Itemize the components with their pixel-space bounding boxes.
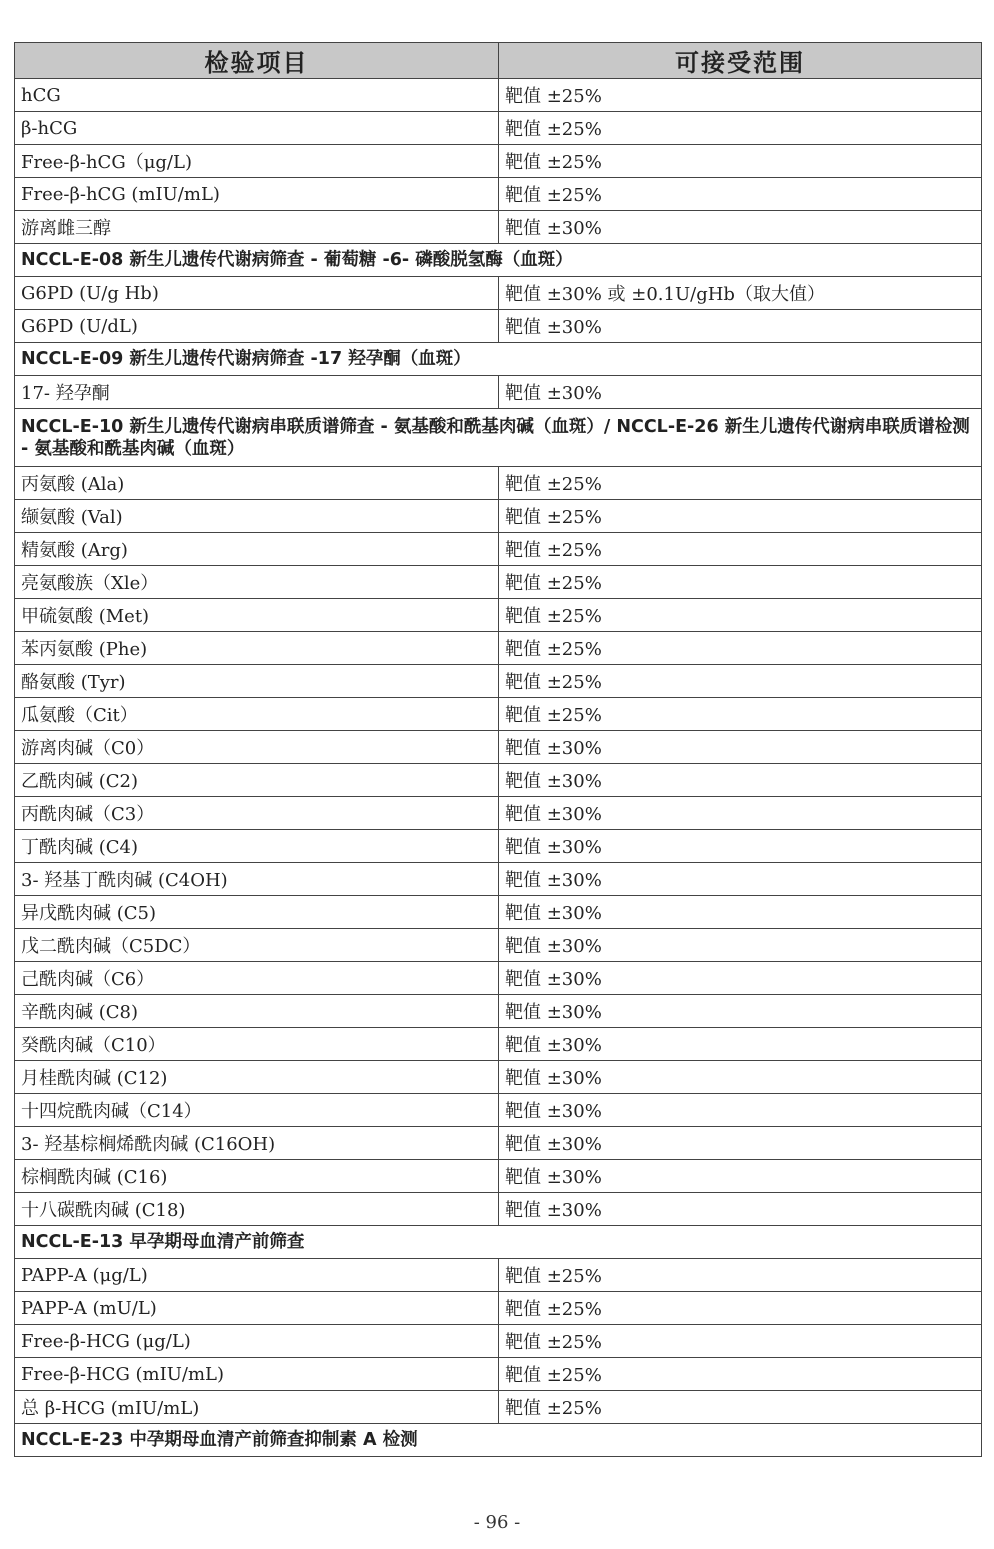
item-cell: G6PD (U/dL) xyxy=(15,310,499,343)
range-cell: 靶值 ±25% xyxy=(499,178,982,211)
range-cell: 靶值 ±30% xyxy=(499,1094,982,1127)
range-cell: 靶值 ±30% xyxy=(499,995,982,1028)
table-row xyxy=(15,310,982,343)
table-row xyxy=(15,376,982,409)
section-title: NCCL-E-08 新生儿遗传代谢病筛查 - 葡萄糖 -6- 磷酸脱氢酶（血斑） xyxy=(15,244,982,277)
item-cell: 己酰肉碱（C6） xyxy=(15,962,499,995)
table-row xyxy=(15,1160,982,1193)
table-row xyxy=(15,1193,982,1226)
table-row xyxy=(15,731,982,764)
range-cell: 靶值 ±30% xyxy=(499,1127,982,1160)
table-row xyxy=(15,830,982,863)
range-cell: 靶值 ±30% xyxy=(499,1061,982,1094)
item-cell: 3- 羟基丁酰肉碱 (C4OH) xyxy=(15,863,499,896)
item-cell: 乙酰肉碱 (C2) xyxy=(15,764,499,797)
table-row xyxy=(15,566,982,599)
range-cell: 靶值 ±25% xyxy=(499,145,982,178)
item-cell: 总 β-HCG (mIU/mL) xyxy=(15,1391,499,1424)
item-cell: 丁酰肉碱 (C4) xyxy=(15,830,499,863)
range-cell: 靶值 ±25% xyxy=(499,1292,982,1325)
range-cell: 靶值 ±30% xyxy=(499,1028,982,1061)
table-row xyxy=(15,962,982,995)
range-cell: 靶值 ±30% xyxy=(499,962,982,995)
section-row xyxy=(15,1424,982,1457)
range-cell: 靶值 ±25% xyxy=(499,467,982,500)
table-row xyxy=(15,145,982,178)
item-cell: 3- 羟基棕榈烯酰肉碱 (C16OH) xyxy=(15,1127,499,1160)
range-cell: 靶值 ±30% xyxy=(499,830,982,863)
item-cell: Free-β-HCG (μg/L) xyxy=(15,1325,499,1358)
table-row xyxy=(15,277,982,310)
table-row xyxy=(15,112,982,145)
range-cell: 靶值 ±30% 或 ±0.1U/gHb（取大值） xyxy=(499,277,982,310)
header-range: 可接受范围 xyxy=(499,43,982,79)
range-cell: 靶值 ±30% xyxy=(499,310,982,343)
item-cell: 瓜氨酸（Cit） xyxy=(15,698,499,731)
item-cell: 癸酰肉碱（C10） xyxy=(15,1028,499,1061)
table-row xyxy=(15,632,982,665)
range-cell: 靶值 ±25% xyxy=(499,79,982,112)
item-cell: 精氨酸 (Arg) xyxy=(15,533,499,566)
item-cell: 棕榈酰肉碱 (C16) xyxy=(15,1160,499,1193)
range-cell: 靶值 ±25% xyxy=(499,698,982,731)
range-cell: 靶值 ±30% xyxy=(499,764,982,797)
range-cell: 靶值 ±25% xyxy=(499,1358,982,1391)
table-row xyxy=(15,599,982,632)
item-cell: 17- 羟孕酮 xyxy=(15,376,499,409)
item-cell: 酪氨酸 (Tyr) xyxy=(15,665,499,698)
table-row xyxy=(15,1325,982,1358)
table-row xyxy=(15,929,982,962)
page-number: - 96 - xyxy=(473,1512,521,1533)
range-cell: 靶值 ±25% xyxy=(499,1259,982,1292)
range-cell: 靶值 ±25% xyxy=(499,500,982,533)
item-cell: 辛酰肉碱 (C8) xyxy=(15,995,499,1028)
table-row xyxy=(15,1292,982,1325)
table-row xyxy=(15,896,982,929)
header-row xyxy=(15,43,982,79)
range-cell: 靶值 ±30% xyxy=(499,1193,982,1226)
range-cell: 靶值 ±25% xyxy=(499,1391,982,1424)
table-row xyxy=(15,1391,982,1424)
item-cell: 甲硫氨酸 (Met) xyxy=(15,599,499,632)
section-row xyxy=(15,343,982,376)
range-cell: 靶值 ±30% xyxy=(499,797,982,830)
range-cell: 靶值 ±30% xyxy=(499,863,982,896)
range-cell: 靶值 ±25% xyxy=(499,665,982,698)
range-cell: 靶值 ±25% xyxy=(499,599,982,632)
range-cell: 靶值 ±30% xyxy=(499,376,982,409)
range-cell: 靶值 ±30% xyxy=(499,211,982,244)
section-title: NCCL-E-13 早孕期母血清产前筛查 xyxy=(15,1226,982,1259)
table-row xyxy=(15,1061,982,1094)
table-row xyxy=(15,211,982,244)
item-cell: 缬氨酸 (Val) xyxy=(15,500,499,533)
section-title: NCCL-E-09 新生儿遗传代谢病筛查 -17 羟孕酮（血斑） xyxy=(15,343,982,376)
item-cell: 亮氨酸族（Xle） xyxy=(15,566,499,599)
section-row xyxy=(15,1226,982,1259)
item-cell: Free-β-hCG (mIU/mL) xyxy=(15,178,499,211)
table-row xyxy=(15,79,982,112)
section-row xyxy=(15,409,982,467)
range-cell: 靶值 ±25% xyxy=(499,533,982,566)
section-title: NCCL-E-23 中孕期母血清产前筛查抑制素 A 检测 xyxy=(15,1424,982,1457)
header-item: 检验项目 xyxy=(15,43,499,79)
item-cell: 丙酰肉碱（C3） xyxy=(15,797,499,830)
table-row xyxy=(15,863,982,896)
table-row xyxy=(15,995,982,1028)
item-cell: 月桂酰肉碱 (C12) xyxy=(15,1061,499,1094)
range-cell: 靶值 ±30% xyxy=(499,731,982,764)
range-cell: 靶值 ±25% xyxy=(499,112,982,145)
criteria-table xyxy=(14,42,982,1457)
item-cell: G6PD (U/g Hb) xyxy=(15,277,499,310)
table-row xyxy=(15,467,982,500)
item-cell: 异戊酰肉碱 (C5) xyxy=(15,896,499,929)
section-title: NCCL-E-10 新生儿遗传代谢病串联质谱筛查 - 氨基酸和酰基肉碱（血斑）/ NCCL-E-26 新生儿遗传代谢病串联质谱检测 - 氨基酸和酰基肉碱（血斑） xyxy=(15,409,982,467)
table-body xyxy=(15,79,982,1457)
item-cell: PAPP-A (mU/L) xyxy=(15,1292,499,1325)
range-cell: 靶值 ±30% xyxy=(499,1160,982,1193)
item-cell: 戊二酰肉碱（C5DC） xyxy=(15,929,499,962)
item-cell: hCG xyxy=(15,79,499,112)
item-cell: Free-β-hCG（μg/L) xyxy=(15,145,499,178)
item-cell: 丙氨酸 (Ala) xyxy=(15,467,499,500)
range-cell: 靶值 ±30% xyxy=(499,929,982,962)
table-row xyxy=(15,1028,982,1061)
item-cell: 游离肉碱（C0） xyxy=(15,731,499,764)
item-cell: 十八碳酰肉碱 (C18) xyxy=(15,1193,499,1226)
range-cell: 靶值 ±25% xyxy=(499,566,982,599)
table-row xyxy=(15,178,982,211)
table-row xyxy=(15,698,982,731)
range-cell: 靶值 ±25% xyxy=(499,632,982,665)
range-cell: 靶值 ±30% xyxy=(499,896,982,929)
item-cell: PAPP-A (μg/L) xyxy=(15,1259,499,1292)
item-cell: 十四烷酰肉碱（C14） xyxy=(15,1094,499,1127)
table-row xyxy=(15,500,982,533)
item-cell: Free-β-HCG (mIU/mL) xyxy=(15,1358,499,1391)
table-row xyxy=(15,1094,982,1127)
table-row xyxy=(15,1259,982,1292)
item-cell: 苯丙氨酸 (Phe) xyxy=(15,632,499,665)
table-row xyxy=(15,1358,982,1391)
table-row xyxy=(15,797,982,830)
table-row xyxy=(15,533,982,566)
table-row xyxy=(15,1127,982,1160)
section-row xyxy=(15,244,982,277)
range-cell: 靶值 ±25% xyxy=(499,1325,982,1358)
table-row xyxy=(15,665,982,698)
table-row xyxy=(15,764,982,797)
item-cell: 游离雌三醇 xyxy=(15,211,499,244)
item-cell: β-hCG xyxy=(15,112,499,145)
